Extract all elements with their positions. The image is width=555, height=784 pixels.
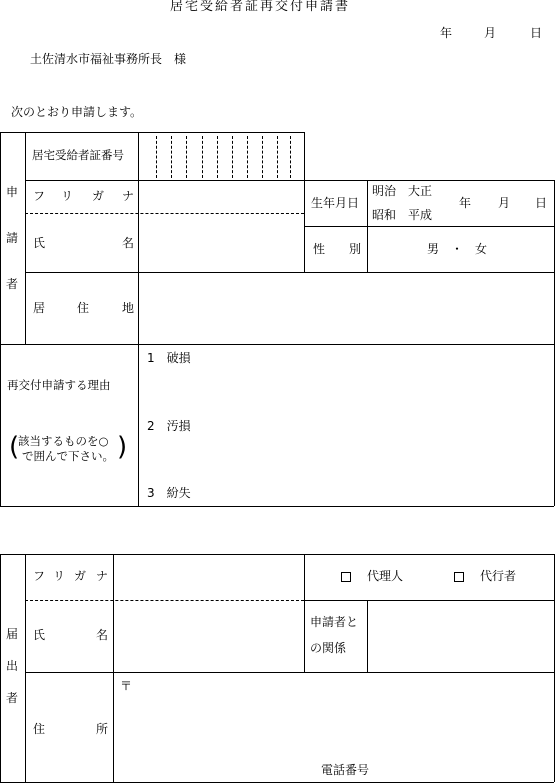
applicant-bottom-border [0, 344, 554, 345]
applicant-top-border [0, 132, 304, 133]
address-label-2: 住 [77, 301, 90, 315]
relation-value-col [367, 600, 368, 672]
intro-text: 次のとおり申請します。 [11, 105, 143, 119]
birth-value-col [367, 180, 368, 272]
submitter-furigana-label-1: フ [33, 569, 46, 583]
address-label-1: 居 [33, 301, 46, 315]
birth-year: 年 [459, 196, 472, 210]
submitter-section-label-1: 届 [6, 627, 19, 641]
applicant-section-label-3: 者 [6, 277, 19, 291]
applicant-label-col [25, 132, 26, 344]
cert-bottom-border [25, 180, 304, 181]
submitter-name-label-1: 氏 [33, 628, 46, 642]
left-border [0, 132, 1, 506]
submitter-furigana-label-3: ガ [74, 569, 87, 583]
birth-month: 月 [498, 196, 511, 210]
document-title: 居宅受給者証再交付申請書 [170, 0, 351, 14]
reason-option-lost[interactable]: 3 紛失 [147, 486, 191, 500]
submitter-name-label-2: 名 [96, 628, 109, 642]
agent-bottom-border [304, 600, 554, 601]
reason-label: 再交付申請する理由 [7, 378, 111, 392]
agent-label: 代理人 [367, 569, 404, 583]
relation-label-line2: の関係 [310, 641, 347, 655]
submitter-address-label-1: 住 [33, 722, 46, 736]
cert-number-label: 居宅受給者証番号 [32, 148, 124, 162]
address-label-3: 地 [122, 301, 135, 315]
sex-options[interactable]: 男 ・ 女 [427, 242, 488, 256]
submitter-address-label-2: 所 [96, 722, 109, 736]
submitter-name-input[interactable] [115, 602, 302, 671]
birth-day: 日 [535, 196, 548, 210]
submitter-section-label-3: 者 [6, 691, 19, 705]
reason-note-line2: で囲んで下さい。 [22, 449, 114, 463]
submitter-left-border [0, 554, 1, 782]
furigana-label-1: フ [33, 189, 46, 203]
furigana-dash [25, 213, 304, 214]
address-input[interactable] [140, 274, 552, 342]
reason-option-soiled[interactable]: 2 汚損 [147, 419, 191, 433]
submitter-label-col [25, 554, 26, 782]
submitter-furigana-input[interactable] [115, 556, 302, 599]
submitter-furigana-label-2: リ [53, 569, 66, 583]
furigana-input[interactable] [140, 182, 302, 212]
mid-col [304, 132, 305, 272]
relation-label-line1: 申請者と [310, 615, 359, 629]
note-open-paren: ( [9, 432, 20, 462]
relation-input[interactable] [369, 602, 552, 671]
era-options-top[interactable]: 明治 大正 [372, 184, 433, 198]
proxy-label: 代行者 [480, 569, 517, 583]
note-close-paren: ) [117, 432, 128, 462]
reason-bottom-border [0, 506, 554, 507]
birthdate-label: 生年月日 [311, 196, 360, 210]
submitter-name-bottom [25, 672, 554, 673]
date-month: 月 [484, 26, 497, 40]
submitter-mid-col [304, 554, 305, 672]
name-label-1: 氏 [33, 236, 46, 250]
furigana-label-4: ナ [122, 189, 135, 203]
furigana-label-2: リ [61, 189, 74, 203]
postal-mark: 〒 [120, 679, 133, 693]
applicant-section-label-1: 申 [6, 185, 19, 199]
name-bottom-border [25, 272, 554, 273]
applicant-value-col [138, 132, 139, 344]
phone-label: 電話番号 [321, 763, 370, 777]
sex-label-1: 性 [313, 242, 326, 256]
submitter-value-col [113, 554, 114, 782]
agent-checkbox[interactable] [341, 572, 351, 582]
date-day: 日 [530, 26, 543, 40]
submitter-section-label-2: 出 [6, 659, 19, 673]
proxy-checkbox[interactable] [454, 572, 464, 582]
birth-sex-divider [367, 226, 554, 227]
submitter-address-input[interactable] [115, 674, 552, 754]
birthdate-top-border [304, 180, 554, 181]
reason-option-damage[interactable]: 1 破損 [147, 351, 191, 365]
name-input[interactable] [140, 215, 302, 271]
submitter-top-border [0, 554, 554, 555]
name-label-2: 名 [122, 236, 135, 250]
furigana-label-3: ガ [92, 189, 105, 203]
date-year: 年 [440, 26, 453, 40]
sex-label-2: 別 [349, 242, 362, 256]
reason-value-col [138, 344, 139, 506]
submitter-furigana-label-4: ナ [96, 569, 109, 583]
birth-sex-divider-left [304, 226, 367, 227]
cert-number-input[interactable] [140, 134, 302, 178]
addressee: 土佐清水市福祉事務所長 様 [30, 52, 187, 66]
reason-note-line1: 該当するものを○ [18, 434, 109, 448]
submitter-furigana-dash [25, 600, 304, 601]
era-options-bottom[interactable]: 昭和 平成 [372, 208, 433, 222]
submitter-bottom-border [0, 782, 554, 783]
applicant-section-label-2: 請 [6, 231, 19, 245]
